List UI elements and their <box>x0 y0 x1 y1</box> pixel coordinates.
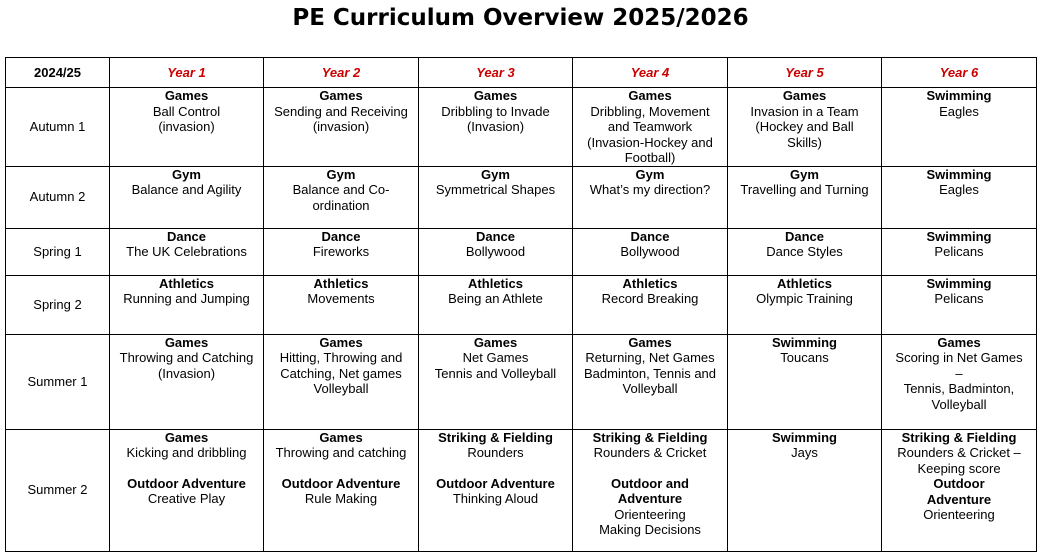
activity-heading: Games <box>473 88 518 103</box>
activity-detail: Throwing and Catching <box>119 350 254 365</box>
curriculum-cell <box>419 334 573 429</box>
curriculum-cell <box>728 88 882 167</box>
curriculum-cell <box>728 429 882 551</box>
activity-detail: Scoring in Net Games <box>895 350 1023 365</box>
page-title: PE Curriculum Overview 2025/2026 <box>292 5 749 31</box>
year-header: Year 1 <box>110 58 264 88</box>
year-header: Year 3 <box>419 58 573 88</box>
curriculum-cell <box>110 275 264 334</box>
activity-detail: Eagles <box>939 182 979 197</box>
activity-heading: Athletics <box>313 275 369 291</box>
activity-detail: Toucans <box>780 350 829 365</box>
activity-heading: Outdoor Adventure <box>281 475 401 491</box>
curriculum-table <box>5 57 1037 552</box>
curriculum-cell <box>110 334 264 429</box>
cell-spacer <box>266 461 416 476</box>
activity-heading: Athletics <box>622 275 678 291</box>
activity-heading: Games <box>782 88 827 103</box>
activity-heading: Swimming <box>926 275 992 291</box>
cell-spacer <box>421 461 570 476</box>
table-row <box>6 429 1037 551</box>
activity-heading: Outdoor and <box>611 475 689 491</box>
activity-detail: Ball Control <box>152 103 221 119</box>
activity-detail: Jays <box>791 445 818 460</box>
activity-detail: Creative Play <box>147 491 226 506</box>
activity-heading: Adventure <box>926 491 992 507</box>
curriculum-cell <box>264 334 419 429</box>
activity-detail: ordination <box>312 197 370 213</box>
table-row <box>6 228 1037 275</box>
term-label: Summer 1 <box>6 334 110 429</box>
term-label: Summer 2 <box>6 429 110 551</box>
curriculum-cell <box>110 228 264 275</box>
activity-detail: Volleyball <box>931 396 987 412</box>
activity-detail: (invasion) <box>158 119 215 134</box>
activity-detail: Travelling and Turning <box>740 182 869 197</box>
activity-detail: Tennis, Badminton, <box>903 381 1015 396</box>
curriculum-cell <box>110 88 264 167</box>
activity-detail: Pelicans <box>934 291 984 306</box>
activity-detail: Being an Athlete <box>448 291 543 306</box>
activity-heading: Outdoor <box>933 476 985 491</box>
activity-detail: Volleyball <box>313 381 369 396</box>
activity-detail: Balance and Co- <box>292 182 390 197</box>
curriculum-cell <box>728 228 882 275</box>
activity-detail: (Hockey and Ball <box>755 119 854 134</box>
activity-detail: Making Decisions <box>599 522 701 537</box>
activity-detail: Football) <box>624 150 676 165</box>
year-header: Year 6 <box>882 58 1037 88</box>
activity-heading: Gym <box>790 166 819 182</box>
curriculum-cell <box>419 166 573 228</box>
activity-detail: Catching, Net games <box>280 365 402 381</box>
table-row <box>6 166 1037 228</box>
activity-detail: (Invasion-Hockey and <box>587 134 713 150</box>
activity-detail: Bollywood <box>465 244 526 259</box>
curriculum-cell <box>110 429 264 551</box>
term-label: Spring 1 <box>6 228 110 275</box>
activity-detail: (Invasion) <box>157 365 216 381</box>
curriculum-cell <box>882 275 1037 334</box>
term-label: Spring 2 <box>6 275 110 334</box>
activity-heading: Games <box>937 334 981 350</box>
activity-detail: Badminton, Tennis and <box>583 365 717 381</box>
activity-detail: Balance and Agility <box>131 182 242 197</box>
curriculum-cell <box>573 166 728 228</box>
activity-detail: What’s my direction? <box>589 182 711 197</box>
activity-detail: Rounders & Cricket – <box>897 445 1021 460</box>
corner-header: 2024/25 <box>6 58 110 88</box>
activity-detail: and Teamwork <box>607 119 693 134</box>
activity-detail: Throwing and catching <box>275 445 407 460</box>
activity-heading: Games <box>319 334 363 350</box>
activity-heading: Swimming <box>771 334 837 350</box>
header-row <box>6 58 1037 88</box>
cell-spacer <box>112 461 261 476</box>
activity-detail: Symmetrical Shapes <box>435 182 556 197</box>
curriculum-cell <box>573 228 728 275</box>
activity-heading: Athletics <box>159 275 214 291</box>
activity-detail: Kicking and dribbling <box>126 445 247 460</box>
activity-detail: (Invasion) <box>466 119 525 134</box>
activity-detail: The UK Celebrations <box>126 244 247 259</box>
activity-heading: Gym <box>326 166 356 182</box>
activity-detail: Rounders & Cricket <box>593 445 707 460</box>
activity-detail: Returning, Net Games <box>585 350 715 365</box>
curriculum-cell <box>264 429 419 551</box>
activity-detail: Dribbling, Movement <box>590 103 710 119</box>
activity-heading: Adventure <box>617 491 683 506</box>
activity-detail: Thinking Aloud <box>452 491 539 506</box>
table-row <box>6 275 1037 334</box>
activity-detail: – <box>955 365 963 381</box>
cell-spacer <box>575 461 725 476</box>
activity-heading: Striking & Fielding <box>438 429 553 445</box>
activity-heading: Striking & Fielding <box>592 429 708 445</box>
curriculum-cell <box>573 429 728 551</box>
year-header: Year 2 <box>264 58 419 88</box>
activity-heading: Athletics <box>777 275 832 291</box>
activity-heading: Outdoor Adventure <box>436 475 555 491</box>
curriculum-cell <box>264 275 419 334</box>
activity-detail: Dribbling to Invade <box>441 103 550 119</box>
activity-heading: Dance <box>475 228 516 244</box>
activity-heading: Games <box>319 429 363 445</box>
activity-heading: Gym <box>172 166 201 182</box>
year-header: Year 4 <box>573 58 728 88</box>
activity-heading: Swimming <box>926 166 992 182</box>
activity-detail: Skills) <box>787 134 822 150</box>
curriculum-cell <box>728 275 882 334</box>
table-row <box>6 334 1037 429</box>
activity-detail: Keeping score <box>917 460 1001 476</box>
curriculum-cell <box>110 166 264 228</box>
curriculum-cell <box>882 166 1037 228</box>
activity-heading: Swimming <box>926 228 992 244</box>
activity-heading: Dance <box>321 228 361 244</box>
activity-heading: Dance <box>166 228 207 244</box>
activity-detail: Volleyball <box>622 381 678 396</box>
activity-detail: Tennis and Volleyball <box>434 365 557 381</box>
activity-heading: Games <box>164 429 209 445</box>
activity-detail: Running and Jumping <box>123 291 250 306</box>
activity-detail: Sending and Receiving <box>274 103 408 119</box>
curriculum-cell <box>882 429 1037 551</box>
activity-detail: Olympic Training <box>756 291 853 306</box>
activity-detail: Record Breaking <box>601 291 699 306</box>
activity-heading: Dance <box>630 228 670 244</box>
activity-heading: Games <box>628 88 672 103</box>
year-header: Year 5 <box>728 58 882 88</box>
activity-detail: Movements <box>307 291 375 306</box>
curriculum-cell <box>419 228 573 275</box>
activity-heading: Games <box>164 88 209 103</box>
activity-heading: Games <box>473 334 518 350</box>
activity-heading: Swimming <box>771 429 837 445</box>
curriculum-cell <box>728 334 882 429</box>
activity-heading: Dance <box>784 228 825 244</box>
activity-heading: Athletics <box>468 275 523 291</box>
activity-heading: Games <box>164 334 209 350</box>
curriculum-cell <box>882 88 1037 167</box>
term-label: Autumn 2 <box>6 166 110 228</box>
activity-heading: Outdoor Adventure <box>127 475 246 491</box>
activity-heading: Games <box>628 334 672 350</box>
curriculum-cell <box>573 275 728 334</box>
activity-heading: Games <box>319 88 363 103</box>
activity-detail: Orienteering <box>614 506 686 522</box>
curriculum-cell <box>419 429 573 551</box>
activity-detail: Pelicans <box>934 244 984 259</box>
term-label: Autumn 1 <box>6 88 110 167</box>
curriculum-cell <box>882 334 1037 429</box>
curriculum-cell <box>573 334 728 429</box>
activity-detail: Bollywood <box>620 244 680 259</box>
curriculum-cell <box>419 88 573 167</box>
curriculum-cell <box>264 88 419 167</box>
curriculum-cell <box>419 275 573 334</box>
activity-detail: Eagles <box>939 103 979 119</box>
table-row <box>6 88 1037 167</box>
curriculum-cell <box>573 88 728 167</box>
activity-detail: Invasion in a Team <box>750 103 859 119</box>
curriculum-cell <box>264 228 419 275</box>
activity-detail: Orienteering <box>923 507 995 522</box>
activity-detail: Fireworks <box>312 244 370 259</box>
activity-detail: Rounders <box>467 445 524 460</box>
activity-detail: Net Games <box>462 350 529 365</box>
activity-heading: Striking & Fielding <box>901 429 1017 445</box>
activity-heading: Gym <box>481 166 510 182</box>
activity-detail: Hitting, Throwing and <box>279 350 403 365</box>
curriculum-cell <box>264 166 419 228</box>
activity-detail: Dance Styles <box>766 244 843 259</box>
activity-heading: Gym <box>635 166 665 182</box>
curriculum-cell <box>882 228 1037 275</box>
curriculum-cell <box>728 166 882 228</box>
activity-heading: Swimming <box>926 88 992 103</box>
activity-detail: Rule Making <box>304 491 378 506</box>
activity-detail: (invasion) <box>312 119 370 134</box>
